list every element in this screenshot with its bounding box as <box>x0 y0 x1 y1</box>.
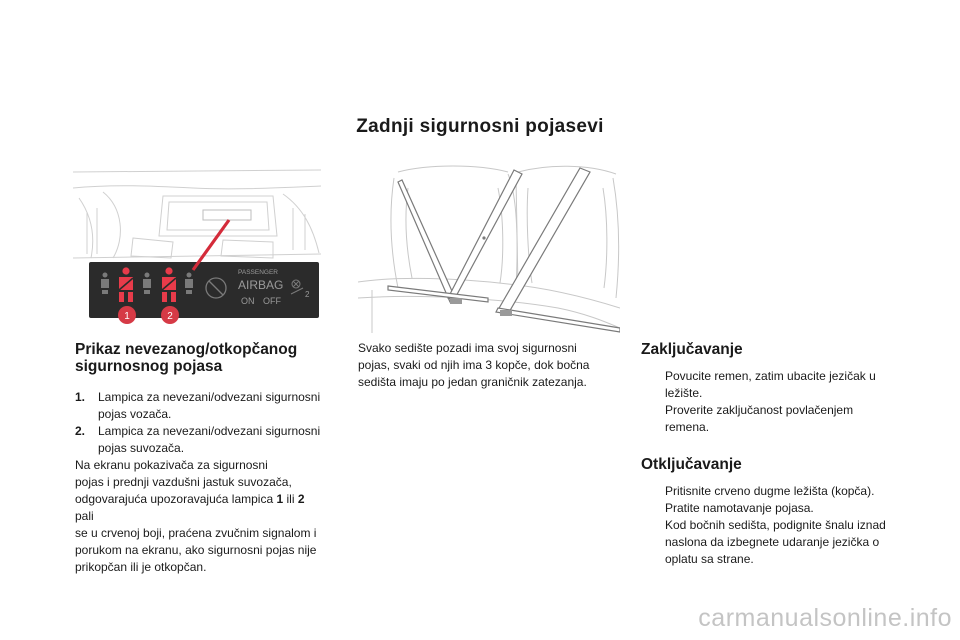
list-item: Pritisnite crveno dugme ležišta (kopča). <box>665 484 875 498</box>
display-section-title: Prikaz nevezanog/otkopčanog sigurnosnog pojasa <box>75 341 298 375</box>
list-item: 1. Lampica za nevezani/odvezani sigurnosni pojas vozača. <box>75 390 321 421</box>
unlock-section <box>641 456 901 568</box>
list-item: Proverite zaključanost povlačenjem remena. <box>665 403 854 434</box>
seatbelt-display-illustration <box>73 158 321 333</box>
panel-airbag-label: AIRBAG <box>238 278 284 292</box>
list-item: Pratite namotavanje pojasa. <box>665 501 814 515</box>
lock-steps <box>641 368 901 436</box>
lock-section-title: Zaključavanje <box>641 341 743 358</box>
rear-seatbelts-illustration <box>358 158 620 333</box>
unlock-section-title: Otključavanje <box>641 456 742 473</box>
panel-on-label: ON <box>241 296 255 306</box>
display-section <box>75 341 325 576</box>
list-item: 2. Lampica za nevezani/odvezani sigurnosni pojas suvozača. <box>75 424 321 455</box>
unlock-steps <box>641 483 901 568</box>
svg-text:2: 2 <box>167 311 173 322</box>
rear-belts-paragraph: Svako sedište pozadi ima svoj sigurnosni pojas, svaki od njih ima 3 kopče, dok bočna sedišta imaju po jedan graničnik zatezanja. <box>358 341 590 389</box>
display-paragraph: Na ekranu pokazivača za sigurnosni pojas i prednji vazdušni jastuk suvozača, odgovarajuća upozoravajuća lampica 1 ili 2 pali se u crvenoj boji, praćena zvučnim signalom i porukom na ekranu, ako sigurnosni pojas nije prikopčan ili je otkopčan. <box>75 458 317 574</box>
display-items <box>75 389 325 457</box>
watermark: carmanualsonline.info <box>698 604 952 632</box>
list-item: Kod bočnih sedišta, podignite šnalu iznad naslona da izbegnete udaranje jezička o oplatu sa strane. <box>665 518 886 566</box>
page-title: Zadnji sigurnosni pojasevi <box>356 116 604 137</box>
callout-2 <box>161 306 179 324</box>
list-item: Povucite remen, zatim ubacite jezičak u ležište. <box>665 369 876 400</box>
panel-passenger-label: PASSENGER <box>238 269 278 276</box>
lock-section <box>641 341 901 436</box>
panel-off-label: OFF <box>263 296 281 306</box>
seatbelt-straps <box>388 168 620 332</box>
callout-1 <box>118 306 136 324</box>
svg-text:1: 1 <box>124 311 130 322</box>
rear-seat-count: 2 <box>305 290 310 299</box>
